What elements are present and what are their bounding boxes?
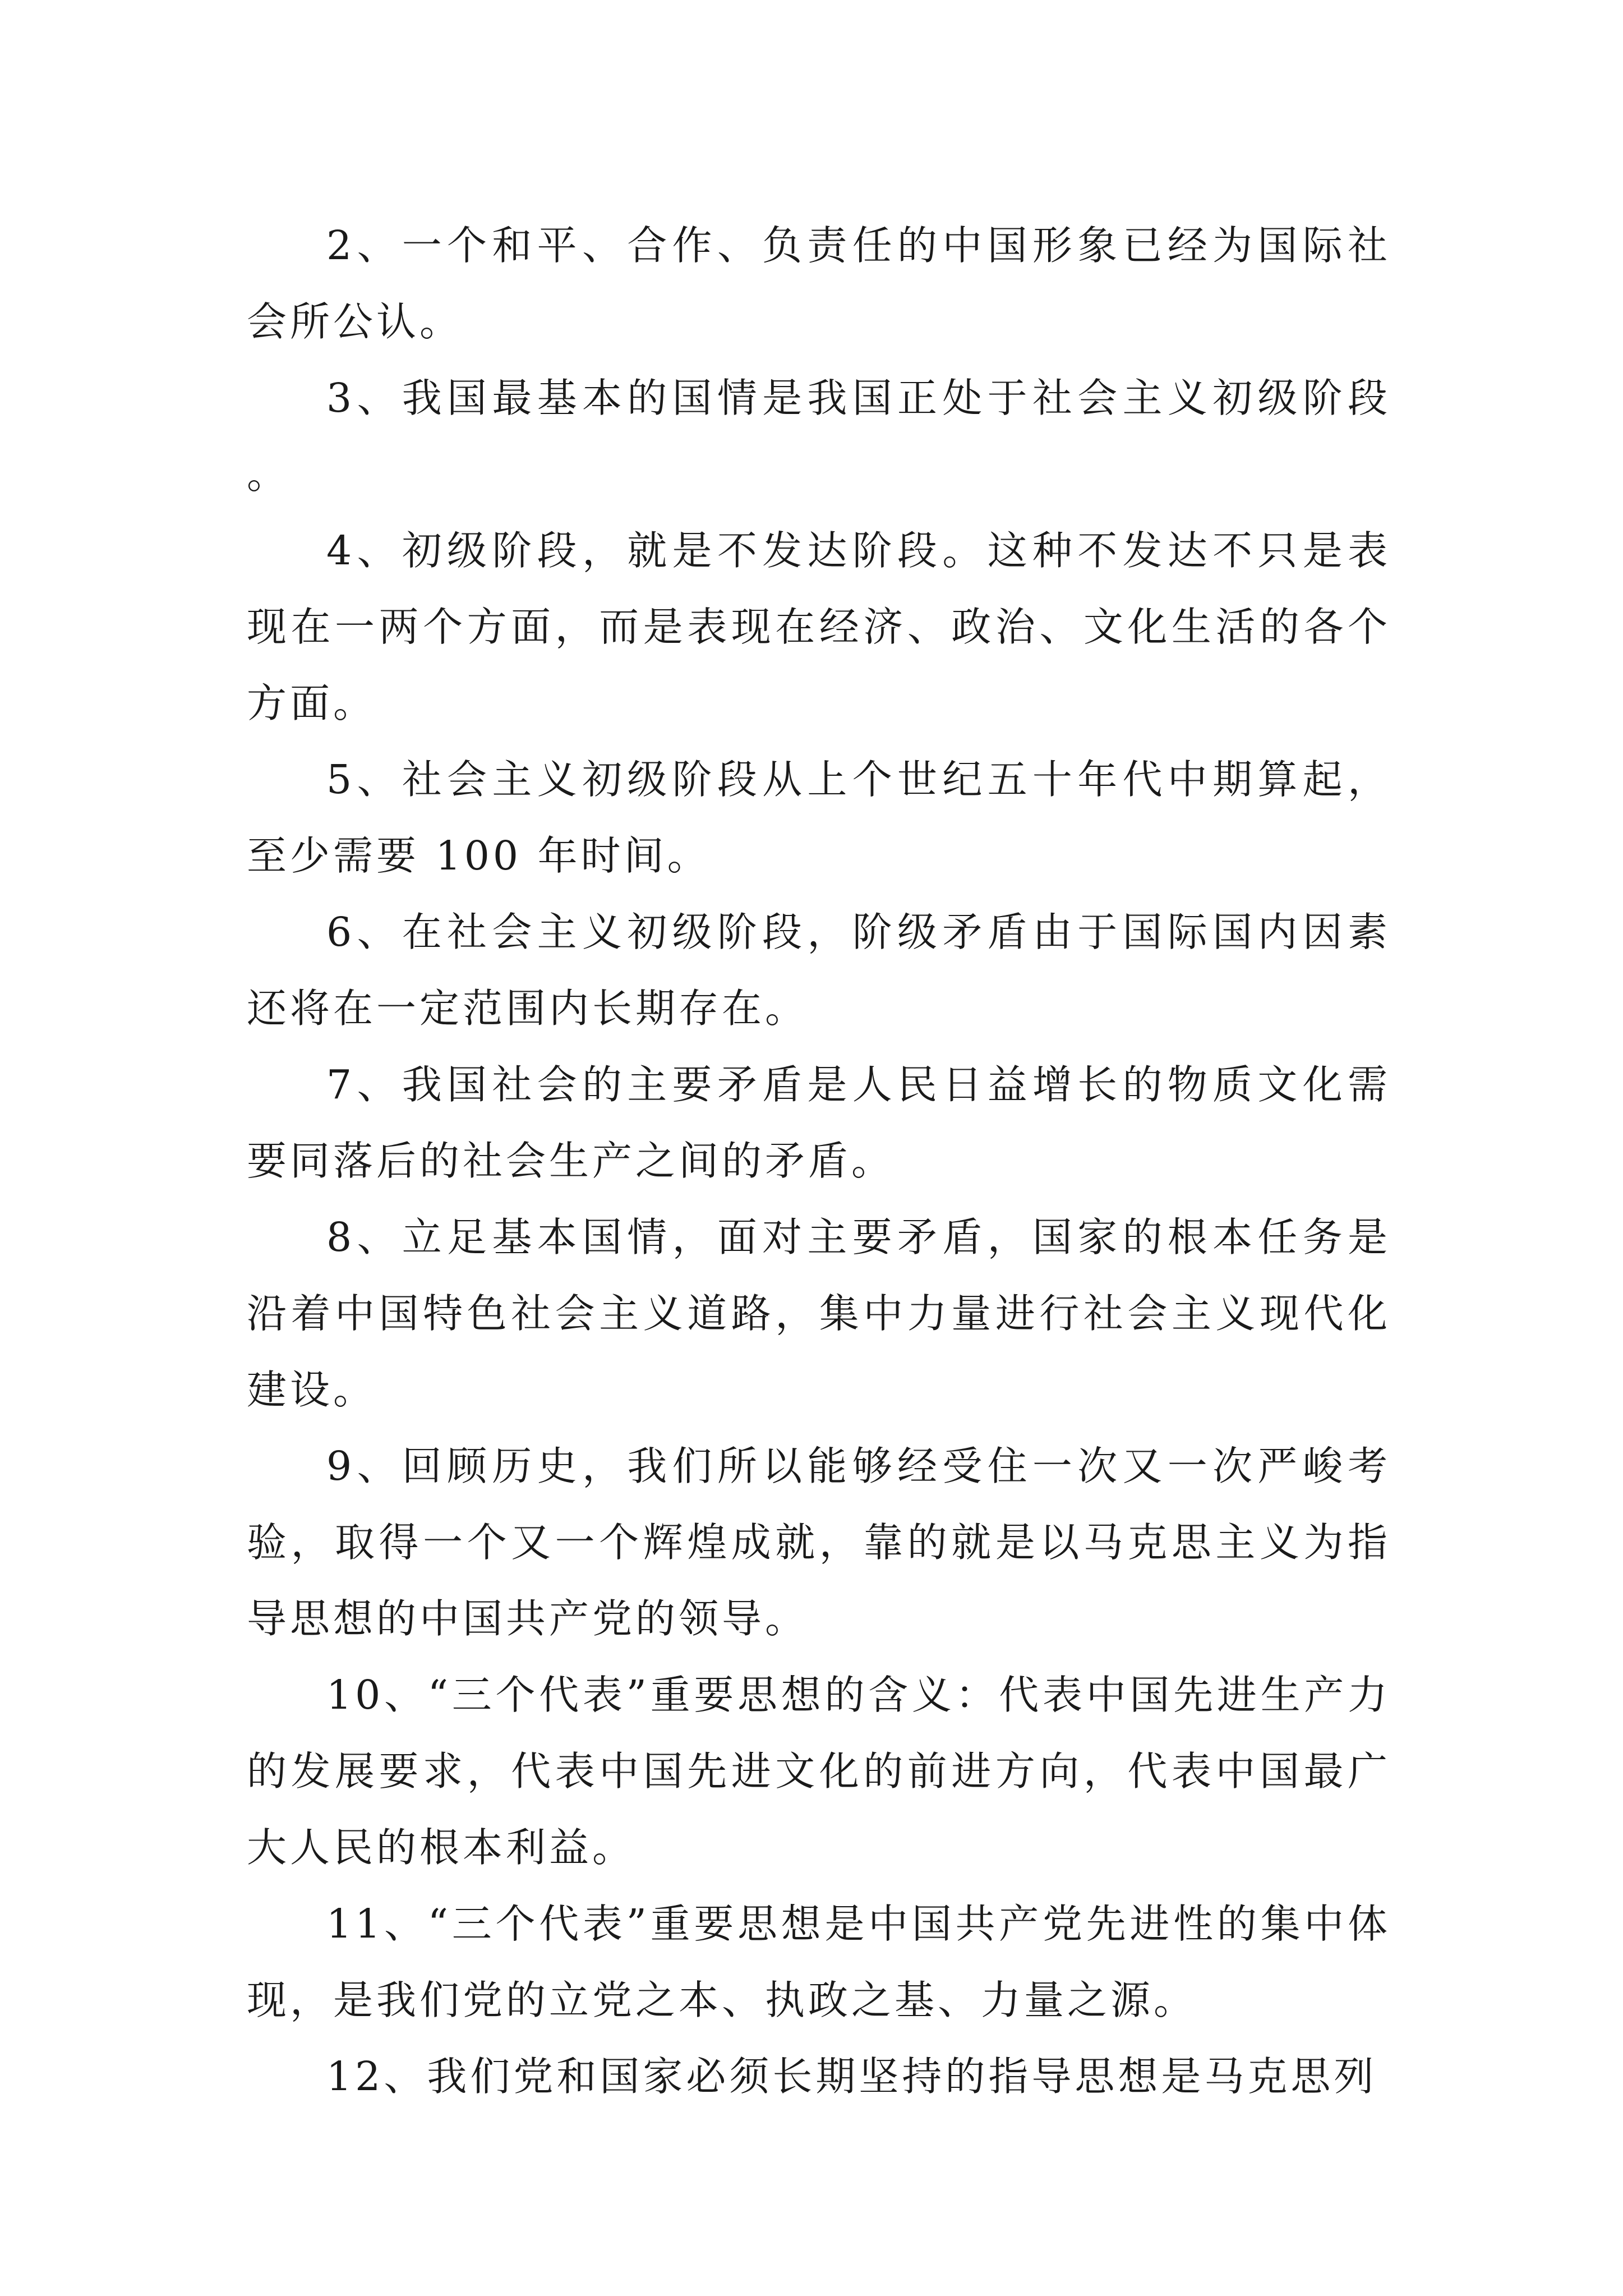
paragraph-9: 9、回顾历史，我们所以能够经受住一次又一次严峻考验，取得一个又一个辉煌成就，靠的就是以马克思主义为指导思想的中国共产党的领导。 (247, 1443, 1391, 1642)
paragraph-2: 2、一个和平、合作、负责任的中国形象已经为国际社会所公认。 (247, 222, 1391, 345)
paragraph-12: 12、我们党和国家必须长期坚持的指导思想是马克思列 (326, 2053, 1377, 2100)
paragraph-5: 5、社会主义初级阶段从上个世纪五十年代中期算起，至少需要 100 年时间。 (247, 756, 1391, 879)
paragraph-6: 6、在社会主义初级阶段，阶级矛盾由于国际国内因素还将在一定范围内长期存在。 (247, 909, 1391, 1032)
paragraph-8: 8、立足基本国情，面对主要矛盾，国家的根本任务是沿着中国特色社会主义道路，集中力量进行社会主义现代化建设。 (247, 1214, 1391, 1413)
paragraph-4: 4、初级阶段，就是不发达阶段。这种不发达不只是表现在一两个方面，而是表现在经济、政治、文化生活的各个方面。 (247, 527, 1391, 726)
paragraph-10: 10、“三个代表”重要思想的含义：代表中国先进生产力的发展要求，代表中国先进文化的前进方向，代表中国最广大人民的根本利益。 (247, 1672, 1391, 1871)
paragraph-3: 3、我国最基本的国情是我国正处于社会主义初级阶段。 (247, 375, 1391, 498)
paragraph-7: 7、我国社会的主要矛盾是人民日益增长的物质文化需要同落后的社会生产之间的矛盾。 (247, 1061, 1391, 1184)
paragraph-11: 11、“三个代表”重要思想是中国共产党先进性的集中体现，是我们党的立党之本、执政之基、力量之源。 (247, 1901, 1391, 2023)
document-body (247, 208, 1391, 2115)
